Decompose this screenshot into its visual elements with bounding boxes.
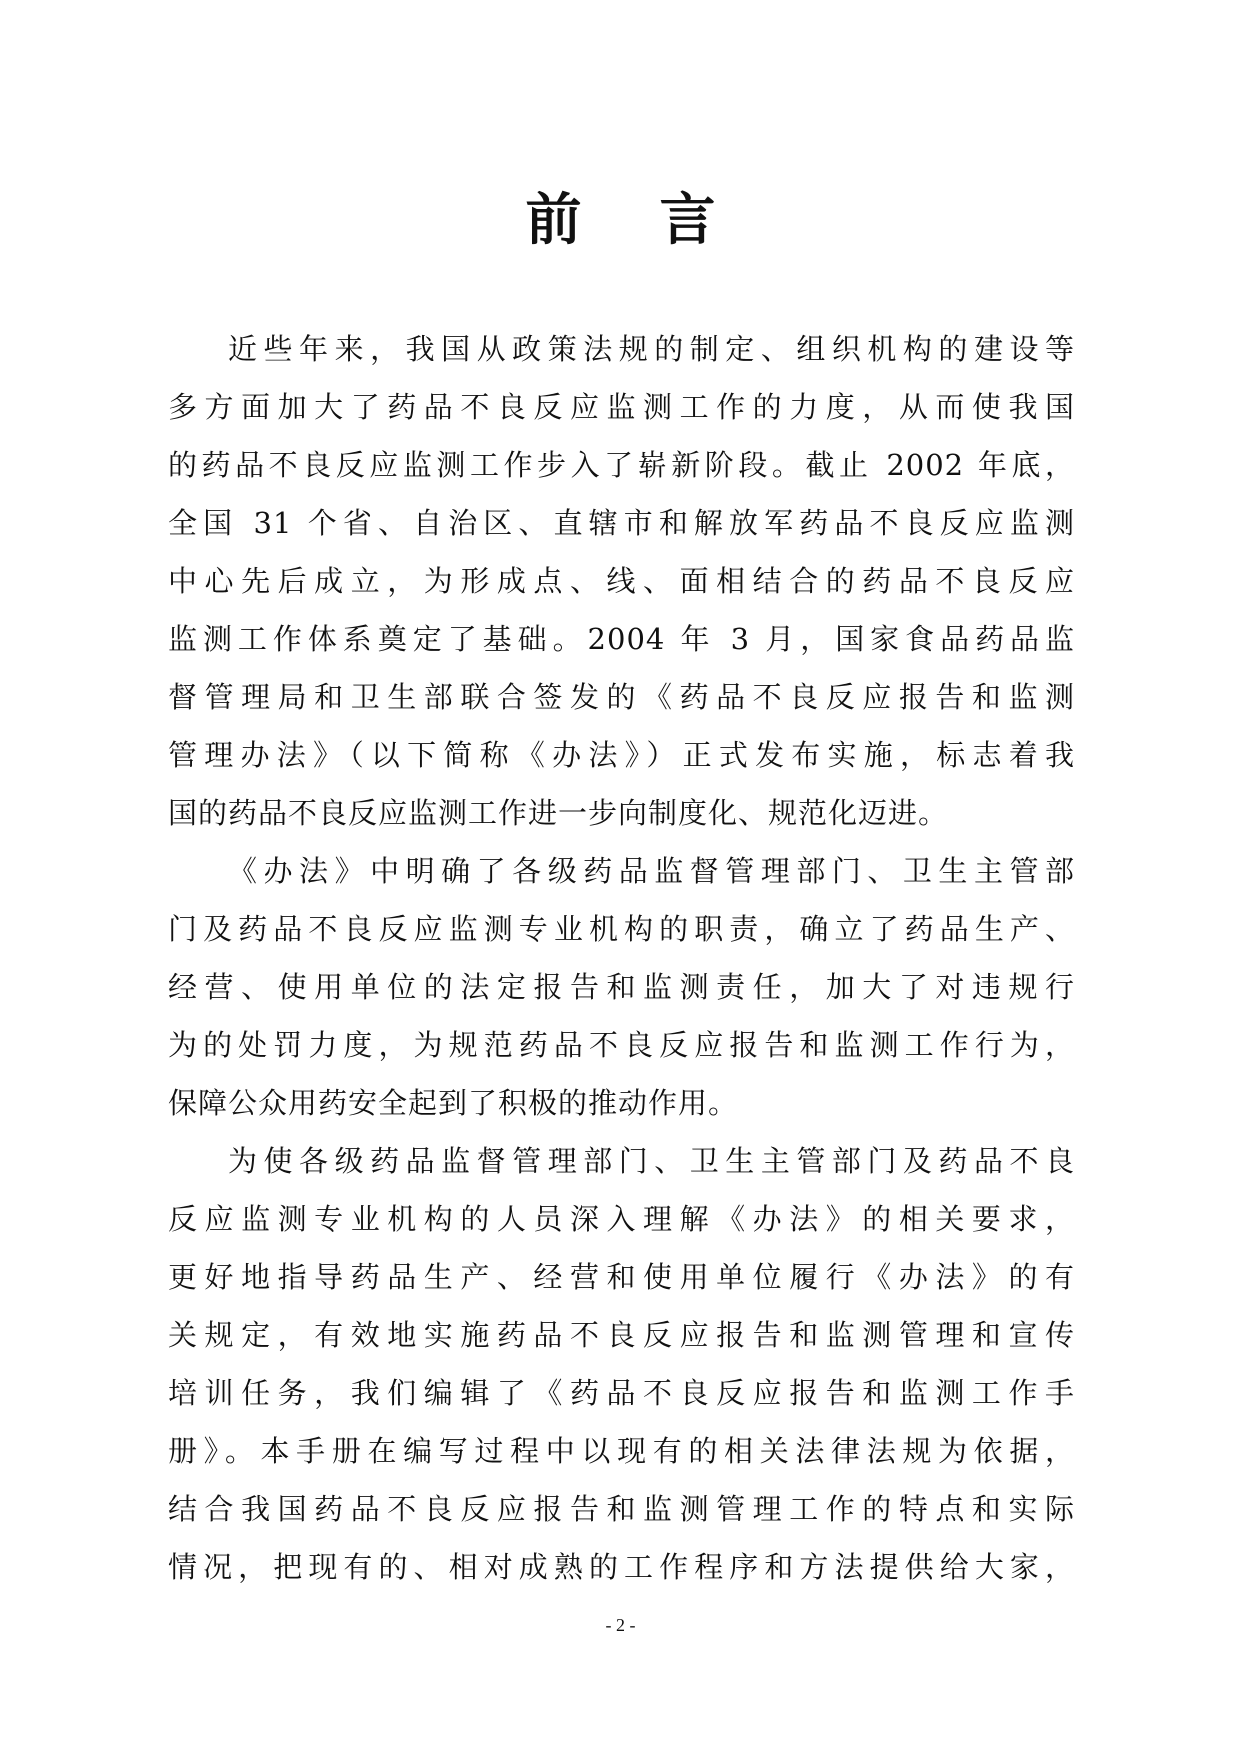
page-number: - 2 - [605, 1615, 636, 1635]
text-line: 督管理局和卫生部联合签发的《药品不良反应报告和监测 [168, 680, 1075, 714]
text-line: 全国 31 个省、自治区、直辖市和解放军药品不良反应监测 [168, 506, 1075, 540]
text-line: 册》。本手册在编写过程中以现有的相关法律法规为依据， [168, 1434, 1075, 1468]
text-line: 情况，把现有的、相对成熟的工作程序和方法提供给大家， [168, 1550, 1075, 1584]
paragraph-1 [168, 320, 1075, 842]
text-line: 中心先后成立，为形成点、线、面相结合的药品不良反应 [168, 564, 1075, 598]
text-line: 关规定，有效地实施药品不良反应报告和监测管理和宣传 [168, 1318, 1075, 1352]
text-line: 管理办法》（以下简称《办法》）正式发布实施，标志着我 [168, 738, 1075, 772]
text-line: 培训任务，我们编辑了《药品不良反应报告和监测工作手 [168, 1376, 1075, 1410]
text-line: 国的药品不良反应监测工作进一步向制度化、规范化迈进。 [168, 796, 949, 830]
paragraph-3 [168, 1132, 1075, 1596]
text-line: 近些年来，我国从政策法规的制定、组织机构的建设等 [228, 332, 1075, 366]
text-line: 经营、使用单位的法定报告和监测责任，加大了对违规行 [168, 970, 1075, 1004]
text-line: 监测工作体系奠定了基础。2004 年 3 月，国家食品药品监 [168, 622, 1075, 656]
text-line: 保障公众用药安全起到了积极的推动作用。 [168, 1086, 739, 1120]
title-char-1: 前 [525, 188, 582, 253]
body-text [168, 320, 1075, 1596]
title-char-2: 言 [659, 188, 716, 253]
text-line: 结合我国药品不良反应报告和监测管理工作的特点和实际 [168, 1492, 1075, 1526]
text-line: 反应监测专业机构的人员深入理解《办法》的相关要求， [168, 1202, 1075, 1236]
page-title [0, 186, 1241, 256]
paragraph-2 [168, 842, 1075, 1132]
text-line: 更好地指导药品生产、经营和使用单位履行《办法》的有 [168, 1260, 1075, 1294]
text-line: 门及药品不良反应监测专业机构的职责，确立了药品生产、 [168, 912, 1075, 946]
text-line: 多方面加大了药品不良反应监测工作的力度，从而使我国 [168, 390, 1075, 424]
text-line: 为的处罚力度，为规范药品不良反应报告和监测工作行为， [168, 1028, 1075, 1062]
text-line: 《办法》中明确了各级药品监督管理部门、卫生主管部 [228, 854, 1075, 888]
text-line: 的药品不良反应监测工作步入了崭新阶段。截止 2002 年底， [168, 448, 1075, 482]
text-line: 为使各级药品监督管理部门、卫生主管部门及药品不良 [228, 1144, 1075, 1178]
